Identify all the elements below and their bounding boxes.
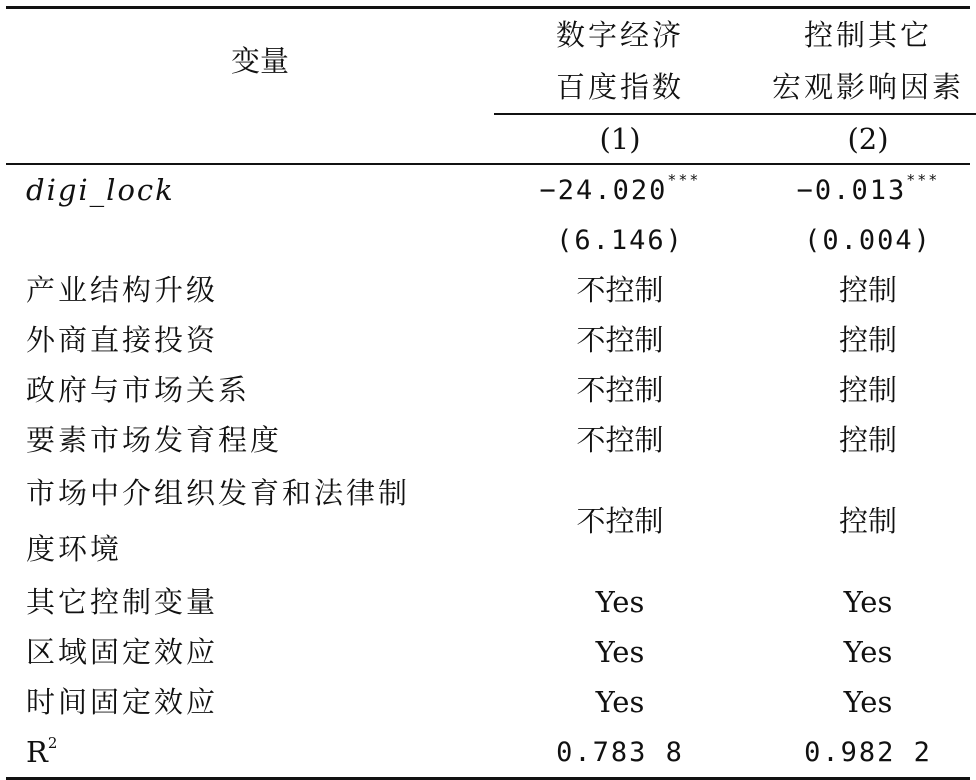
col1-header-line2: 百度指数 (555, 69, 684, 104)
value-cell: 不控制 (576, 272, 664, 307)
table-row (6, 577, 976, 627)
row-label: 产业结构升级 (26, 272, 219, 307)
row-label: 时间固定效应 (26, 684, 219, 719)
value-cell: 不控制 (576, 503, 664, 538)
row-label: 政府与市场关系 (26, 372, 251, 407)
table-row (6, 215, 976, 265)
value-cell: 0.783 8 (556, 736, 684, 768)
value-cell: 控制 (838, 503, 897, 538)
col1-number: (1) (494, 114, 746, 163)
coef-cell: −0.013*** (796, 170, 940, 206)
col1-header-line1: 数字经济 (555, 17, 684, 52)
variable-header: 变量 (230, 44, 289, 78)
value-cell: Yes (843, 634, 893, 669)
row-label: 要素市场发育程度 (26, 422, 283, 457)
table-row (6, 677, 976, 727)
header-row-1 (6, 9, 976, 61)
row-label (6, 465, 494, 577)
value-cell: Yes (843, 684, 893, 719)
table-row (6, 365, 976, 415)
value-cell: Yes (595, 634, 645, 669)
value-cell: 控制 (838, 372, 897, 407)
column-number-row (6, 114, 976, 163)
value-cell: 不控制 (576, 372, 664, 407)
regression-table (6, 9, 976, 163)
row-label: digi_lock (26, 172, 175, 207)
table-row (6, 315, 976, 365)
se-cell: (0.004) (804, 224, 932, 256)
table-row (6, 165, 976, 215)
value-cell: 不控制 (576, 422, 664, 457)
value-cell: 控制 (838, 422, 897, 457)
col2-number: (2) (746, 114, 976, 163)
value-cell: 不控制 (576, 322, 664, 357)
row-label-line1: 市场中介组织发育和法律制 (26, 476, 411, 510)
row-label-line2: 度环境 (26, 532, 123, 566)
table-row (6, 265, 976, 315)
row-label: 外商直接投资 (26, 322, 219, 357)
value-cell: Yes (843, 584, 893, 619)
table-row (6, 627, 976, 677)
value-cell: 0.982 2 (804, 736, 932, 768)
table-row (6, 727, 976, 777)
col2-header-line1: 控制其它 (803, 17, 932, 52)
empty-cell (6, 114, 494, 163)
regression-table-body (6, 165, 976, 777)
col2-header-line2: 宏观影响因素 (771, 69, 964, 104)
row-label: $R^2$ (26, 733, 58, 769)
row-label: 其它控制变量 (26, 584, 219, 619)
row-label: 区域固定效应 (26, 634, 219, 669)
regression-table-wrapper (6, 6, 970, 780)
se-cell: (6.146) (556, 224, 684, 256)
row-label (6, 215, 494, 265)
value-cell: 控制 (838, 272, 897, 307)
coef-cell: −24.020*** (539, 170, 701, 206)
table-row (6, 465, 976, 577)
value-cell: 控制 (838, 322, 897, 357)
table-row (6, 415, 976, 465)
value-cell: Yes (595, 584, 645, 619)
value-cell: Yes (595, 684, 645, 719)
